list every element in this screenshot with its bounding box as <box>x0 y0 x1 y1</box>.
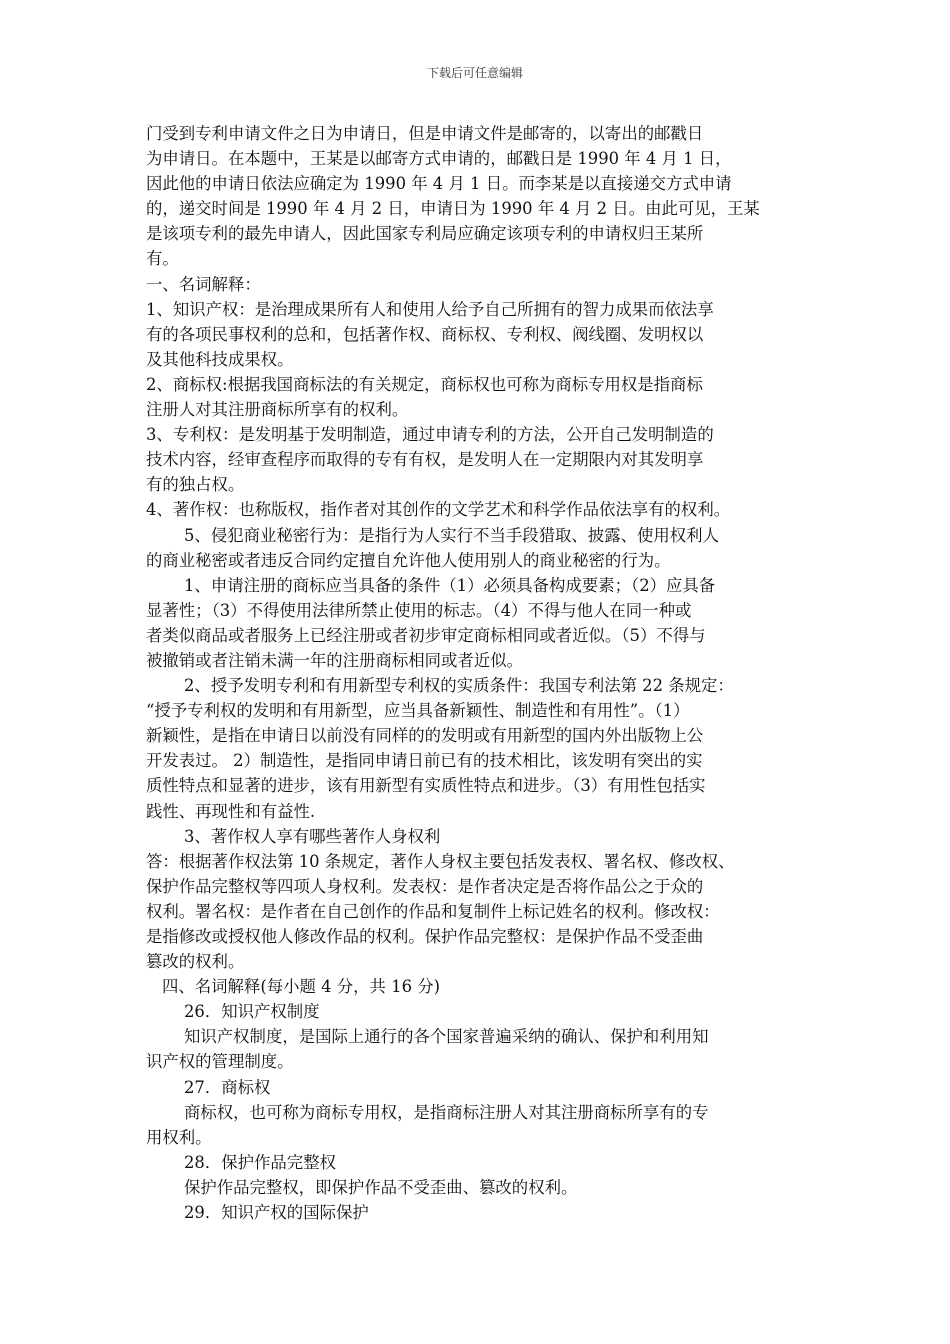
page-header: 下载后可任意编辑 <box>426 66 523 80</box>
document-body <box>146 121 826 1225</box>
text-line: 4、著作权：也称版权，指作者对其创作的文学艺术和科学作品依法享有的权利。 <box>146 500 731 520</box>
text-line: 篡改的权利。 <box>146 952 245 972</box>
text-line: 1、知识产权：是治理成果所有人和使用人给予自己所拥有的智力成果而依法享 <box>146 299 714 319</box>
text-line: 及其他科技成果权。 <box>146 349 294 369</box>
text-line: “授予专利权的发明和有用新型，应当具备新颖性、制造性和有用性”。（1） <box>146 701 690 721</box>
text-line: 质性特点和显著的进步，该有用新型有实质性特点和进步。（3）有用性包括实 <box>146 776 706 796</box>
text-line: 四、名词解释(每小题 4 分，共 16 分) <box>162 977 440 997</box>
text-line: 权利。署名权：是作者在自己创作的作品和复制件上标记姓名的权利。修改权： <box>146 901 720 921</box>
text-line: 为申请日。在本题中，王某是以邮寄方式申请的，邮戳日是 1990 年 4 月 1 日， <box>146 149 732 169</box>
text-line: 保护作品完整权等四项人身权利。发表权：是作者决定是否将作品公之于众的 <box>146 876 704 896</box>
text-line: 技术内容，经审查程序而取得的专有有权，是发明人在一定期限内对其发明享 <box>146 450 704 470</box>
text-line: 是指修改或授权他人修改作品的权利。保护作品完整权：是保护作品不受歪曲 <box>146 927 704 946</box>
text-line: 识产权的管理制度。 <box>146 1052 294 1072</box>
text-line: 5、侵犯商业秘密行为：是指行为人实行不当手段猎取、披露、使用权利人 <box>184 525 719 545</box>
text-line: 有的各项民事权利的总和，包括著作权、商标权、专利权、阀线圈、发明权以 <box>146 324 704 344</box>
text-line: 3、著作权人享有哪些著作人身权利 <box>184 826 441 846</box>
text-line: 门受到专利申请文件之日为申请日，但是申请文件是邮寄的，以寄出的邮戳日 <box>146 124 704 143</box>
text-line: 27．商标权 <box>184 1077 271 1097</box>
text-line: 保护作品完整权，即保护作品不受歪曲、篡改的权利。 <box>184 1177 578 1197</box>
text-line: 有的独占权。 <box>146 475 245 495</box>
text-line: 显著性；（3）不得使用法律所禁止使用的标志。（4）不得与他人在同一种或 <box>146 600 692 620</box>
text-line: 践性、再现性和有益性. <box>146 801 316 821</box>
text-line: 用权利。 <box>146 1127 212 1147</box>
text-line: 28．保护作品完整权 <box>184 1152 336 1172</box>
text-line: 26．知识产权制度 <box>184 1002 320 1022</box>
text-line: 一、名词解释： <box>146 274 261 294</box>
text-line: 2、授予发明专利和有用新型专利权的实质条件：我国专利法第 22 条规定： <box>184 676 734 696</box>
text-line: 1、申请注册的商标应当具备的条件（1）必须具备构成要素；（2）应具备 <box>184 575 716 595</box>
text-line: 开发表过。 2）制造性，是指同申请日前已有的技术相比，该发明有突出的实 <box>146 751 703 771</box>
text-line: 29．知识产权的国际保护 <box>184 1203 369 1223</box>
text-line: 答：根据著作权法第 10 条规定，著作人身权主要包括发表权、署名权、修改权、 <box>146 851 735 871</box>
text-line: 的商业秘密或者违反合同约定擅自允许他人使用别人的商业秘密的行为。 <box>146 550 671 570</box>
text-line: 有。 <box>146 249 179 269</box>
text-line: 被撤销或者注销未满一年的注册商标相同或者近似。 <box>146 650 523 670</box>
text-line: 新颖性，是指在申请日以前没有同样的的发明或有用新型的国内外出版物上公 <box>146 726 704 746</box>
text-line: 2、商标权:根据我国商标法的有关规定，商标权也可称为商标专用权是指商标 <box>146 374 703 394</box>
text-line: 3、专利权：是发明基于发明制造，通过申请专利的方法，公开自己发明制造的 <box>146 425 714 445</box>
text-line: 商标权，也可称为商标专用权，是指商标注册人对其注册商标所享有的专 <box>184 1102 709 1122</box>
text-line: 知识产权制度，是国际上通行的各个国家普遍采纳的确认、保护和利用知 <box>184 1027 709 1047</box>
text-line: 者类似商品或者服务上已经注册或者初步审定商标相同或者近似。（5）不得与 <box>146 625 706 645</box>
text-line: 的，递交时间是 1990 年 4 月 2 日，申请日为 1990 年 4 月 2 日。由此可见，王某 <box>146 199 760 219</box>
text-line: 是该项专利的最先申请人，因此国家专利局应确定该项专利的申请权归王某所 <box>146 224 704 244</box>
text-line: 注册人对其注册商标所享有的权利。 <box>146 400 409 420</box>
text-line: 因此他的申请日依法应确定为 1990 年 4 月 1 日。而李某是以直接递交方式申请 <box>146 174 732 194</box>
